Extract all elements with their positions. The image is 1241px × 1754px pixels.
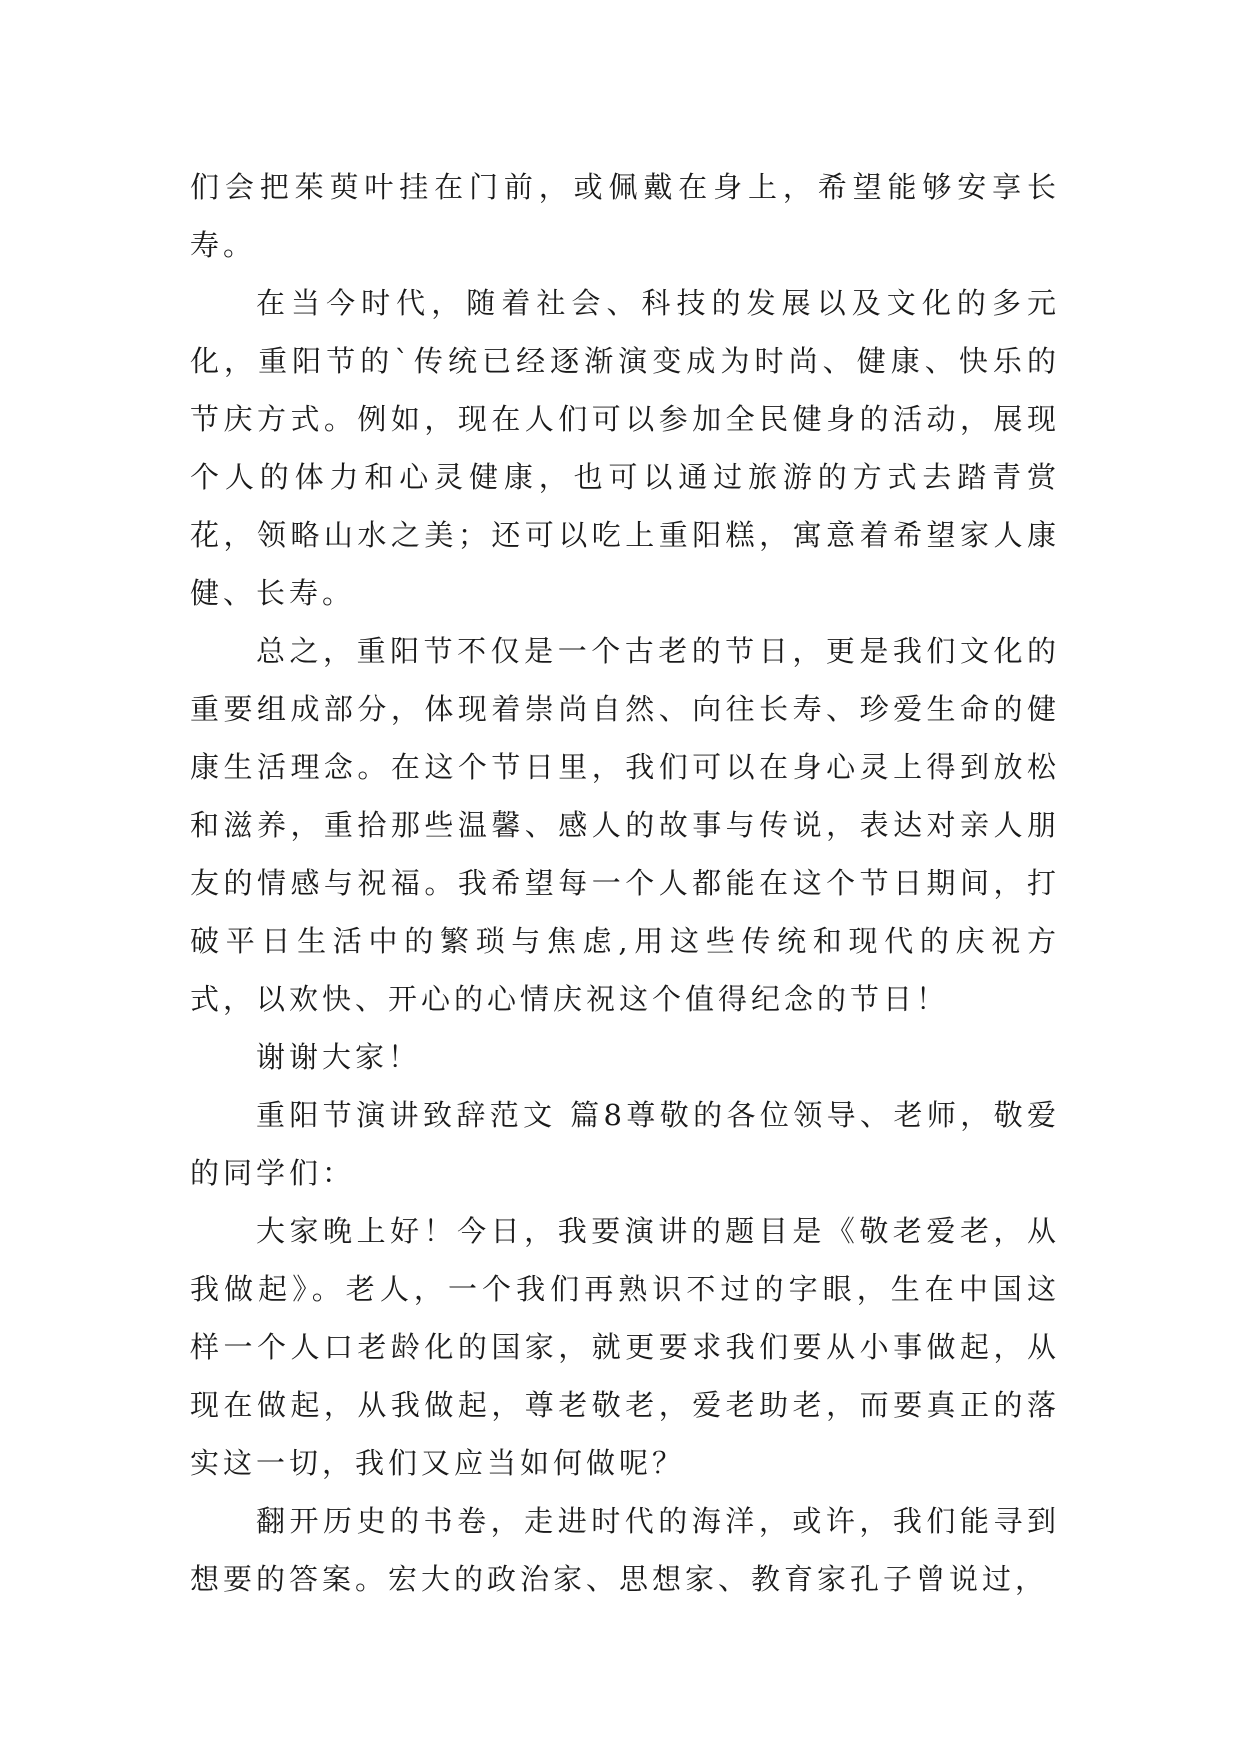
paragraph-7: 翻开历史的书卷，走进时代的海洋，或许，我们能寻到想要的答案。宏大的政治家、思想家、教育家孔子曾说过， [190,1504,1060,1596]
paragraph-3: 总之，重阳节不仅是一个古老的节日，更是我们文化的重要组成部分，体现着崇尚自然、向往长寿、珍爱生命的健康生活理念。在这个节日里，我们可以在身心灵上得到放松和滋养，重拾那些温馨、感人的故事与传说，表达对亲人朋友的情感与祝福。我希望每一个人都能在这个节日期间，打破平日生活中的繁琐与焦虑,用这些传统和现代的庆祝方式，以欢快、开心的心情庆祝这个值得纪念的节日！ [190,634,1060,1016]
document-body [190,158,1060,1608]
paragraph-1: 们会把茱萸叶挂在门前，或佩戴在身上，希望能够安享长寿。 [190,170,1060,262]
paragraph-2: 在当今时代，随着社会、科技的发展以及文化的多元化，重阳节的`传统已经逐渐演变成为时尚、健康、快乐的节庆方式。例如，现在人们可以参加全民健身的活动，展现个人的体力和心灵健康，也可以通过旅游的方式去踏青赏花，领略山水之美；还可以吃上重阳糕，寓意着希望家人康健、长寿。 [190,286,1060,610]
paragraph-6: 大家晚上好！今日，我要演讲的题目是《敬老爱老，从我做起》。老人，一个我们再熟识不过的字眼，生在中国这样一个人口老龄化的国家，就更要求我们要从小事做起，从现在做起，从我做起，尊老敬老，爱老助老，而要真正的落实这一切，我们又应当如何做呢？ [190,1214,1060,1480]
paragraph-4: 谢谢大家！ [256,1040,422,1074]
paragraph-5: 重阳节演讲致辞范文 篇8尊敬的各位领导、老师，敬爱的同学们： [190,1098,1060,1190]
